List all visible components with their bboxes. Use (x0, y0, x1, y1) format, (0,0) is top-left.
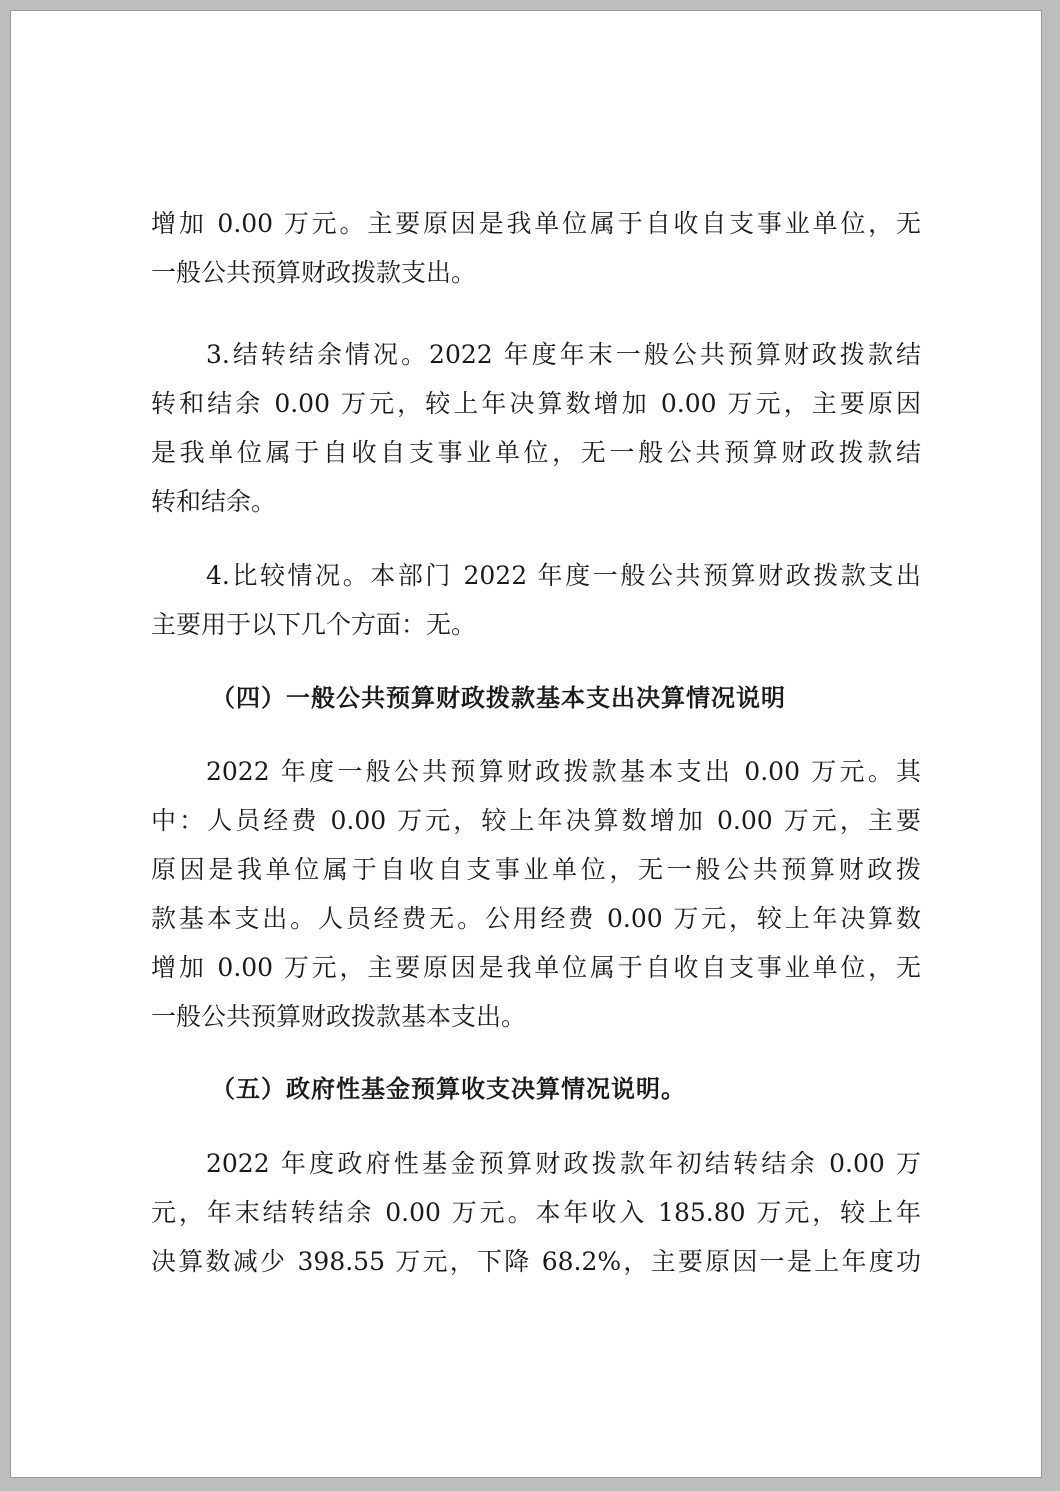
paragraph-line: 转和结余 0.00 万元，较上年决算数增加 0.00 万元，主要原因 (151, 389, 921, 418)
paragraph-line: 4.比较情况。本部门 2022 年度一般公共预算财政拨款支出 (206, 561, 921, 590)
paragraph-line: 2022 年度政府性基金预算财政拨款年初结转结余 0.00 万 (206, 1149, 921, 1178)
paragraph-line: 元，年末结转结余 0.00 万元。本年收入 185.80 万元，较上年 (151, 1198, 921, 1227)
paragraph-line: 款基本支出。人员经费无。公用经费 0.00 万元，较上年决算数 (151, 904, 921, 933)
paragraph-line: 增加 0.00 万元。主要原因是我单位属于自收自支事业单位，无 (151, 209, 921, 238)
paragraph-line: 主要用于以下几个方面：无。 (151, 610, 477, 639)
paragraph-line: 一般公共预算财政拨款基本支出。 (151, 1002, 527, 1031)
paragraph-line: 2022 年度一般公共预算财政拨款基本支出 0.00 万元。其 (206, 757, 921, 786)
paragraph-line: 一般公共预算财政拨款支出。 (151, 258, 477, 287)
paragraph-line: 是我单位属于自收自支事业单位，无一般公共预算财政拨款结 (151, 438, 921, 467)
paragraph-line: 决算数减少 398.55 万元，下降 68.2%，主要原因一是上年度功 (151, 1247, 921, 1276)
document-page (10, 10, 1042, 1478)
paragraph-line: 转和结余。 (151, 487, 277, 516)
paragraph-line: 原因是我单位属于自收自支事业单位，无一般公共预算财政拨 (151, 855, 921, 884)
paragraph-line: 中：人员经费 0.00 万元，较上年决算数增加 0.00 万元，主要 (151, 806, 921, 835)
section-heading: （五）政府性基金预算收支决算情况说明。 (211, 1075, 686, 1103)
paragraph-line: 增加 0.00 万元，主要原因是我单位属于自收自支事业单位，无 (151, 953, 921, 982)
section-heading: （四）一般公共预算财政拨款基本支出决算情况说明 (211, 684, 786, 712)
paragraph-line: 3.结转结余情况。2022 年度年末一般公共预算财政拨款结 (206, 340, 921, 369)
